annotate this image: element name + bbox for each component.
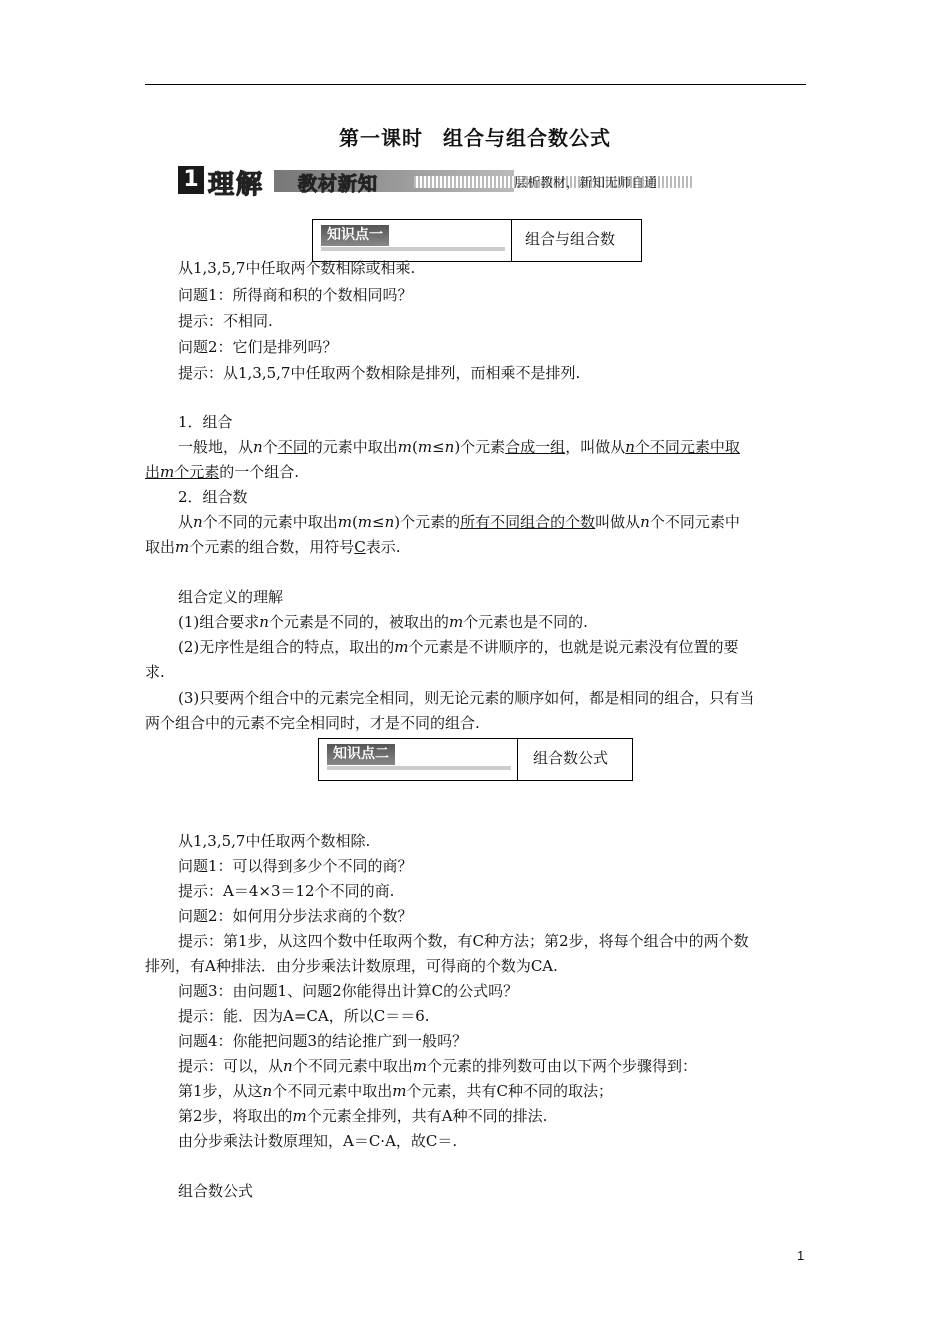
- s2-line-2: 问题1：可以得到多少个不同的商？: [178, 857, 413, 875]
- title-part1: 第一课时: [339, 126, 424, 150]
- def-paragraph-1-line-1: 一般地，从n个不同的元素中取出m(m≤n)个元素合成一组，叫做从n个不同元素中取: [178, 438, 740, 456]
- s2-line-6: 排列，有A种排法．由分步乘法计数原理，可得商的个数为CA.: [145, 957, 558, 975]
- def-paragraph-2-line-2: 取出m个元素的组合数，用符号C表示.: [145, 538, 401, 556]
- tag-underline: [327, 766, 511, 770]
- banner-subheading: 教材新知: [298, 173, 379, 195]
- understand-line-5: 两个组合中的元素不完全相同时，才是不同的组合.: [145, 714, 480, 732]
- s2-line-4: 问题2：如何用分步法求商的个数？: [178, 907, 413, 925]
- page-title: [0, 122, 950, 151]
- box-divider: [511, 220, 512, 261]
- s2-line-8: 提示：能．因为A=CA，所以C＝＝6.: [178, 1007, 430, 1025]
- knowledge-point-2-tag: 知识点二: [327, 744, 395, 765]
- def-heading-2: 2．组合数: [178, 488, 248, 506]
- def-heading-1: 1．组合: [178, 413, 233, 431]
- s2-line-1: 从1,3,5,7中任取两个数相除.: [178, 832, 371, 850]
- knowledge-point-2-box: [318, 738, 633, 781]
- knowledge-point-2-name: 组合数公式: [533, 749, 609, 767]
- tag-underline: [321, 247, 505, 251]
- banner-number: 1: [178, 166, 204, 194]
- header-rule: [145, 84, 806, 85]
- s2-line-10: 提示：可以，从n个不同元素中取出m个元素的排列数可由以下两个步骤得到：: [178, 1057, 697, 1075]
- s1-line-1: 从1,3,5,7中任取两个数相除或相乘.: [178, 259, 416, 277]
- s1-line-5: 提示：从1,3,5,7中任取两个数相除是排列，而相乘不是排列.: [178, 364, 581, 382]
- box-divider: [517, 739, 518, 780]
- understand-heading: 组合定义的理解: [178, 588, 284, 606]
- banner-slogan: 层析教材，新知无师自通: [514, 176, 658, 191]
- s2-line-3: 提示：A＝4×3＝12个不同的商.: [178, 882, 395, 900]
- title-part2: 组合与组合数公式: [442, 126, 611, 150]
- understand-line-1: (1)组合要求n个元素是不同的，被取出的m个元素也是不同的.: [178, 613, 588, 631]
- page-number: 1: [797, 1248, 805, 1263]
- banner-heading: 理解: [208, 170, 265, 200]
- understand-line-2: (2)无序性是组合的特点，取出的m个元素是不讲顺序的，也就是说元素没有位置的要: [178, 638, 739, 656]
- knowledge-point-1-box: [312, 219, 642, 262]
- s1-line-4: 问题2：它们是排列吗？: [178, 338, 338, 356]
- s2-line-13: 由分步乘法计数原理知，A＝C·A，故C＝.: [178, 1132, 458, 1150]
- def-paragraph-1-line-2: 出m个元素的一个组合.: [145, 463, 300, 481]
- understand-line-4: (3)只要两个组合中的元素完全相同，则无论元素的顺序如何，都是相同的组合，只有当: [178, 689, 755, 707]
- s1-line-2: 问题1：所得商和积的个数相同吗？: [178, 286, 413, 304]
- s2-heading-formula: 组合数公式: [178, 1182, 254, 1200]
- s2-line-11: 第1步，从这n个不同元素中取出m个元素，共有C种不同的取法；: [178, 1082, 613, 1100]
- knowledge-point-1-name: 组合与组合数: [525, 230, 616, 248]
- understand-line-3: 求.: [145, 663, 165, 681]
- knowledge-point-1-tag: 知识点一: [321, 225, 389, 246]
- s1-line-3: 提示：不相同.: [178, 312, 273, 330]
- s2-line-12: 第2步，将取出的m个元素全排列，共有A种不同的排法.: [178, 1107, 548, 1125]
- def-paragraph-2-line-1: 从n个不同的元素中取出m(m≤n)个元素的所有不同组合的个数叫做从n个不同元素中: [178, 513, 740, 531]
- s2-line-7: 问题3：由问题1、问题2你能得出计算C的公式吗？: [178, 982, 519, 1000]
- section-banner: [178, 162, 846, 200]
- s2-line-5: 提示：第1步，从这四个数中任取两个数，有C种方法；第2步，将每个组合中的两个数: [178, 932, 749, 950]
- s2-line-9: 问题4：你能把问题3的结论推广到一般吗？: [178, 1032, 468, 1050]
